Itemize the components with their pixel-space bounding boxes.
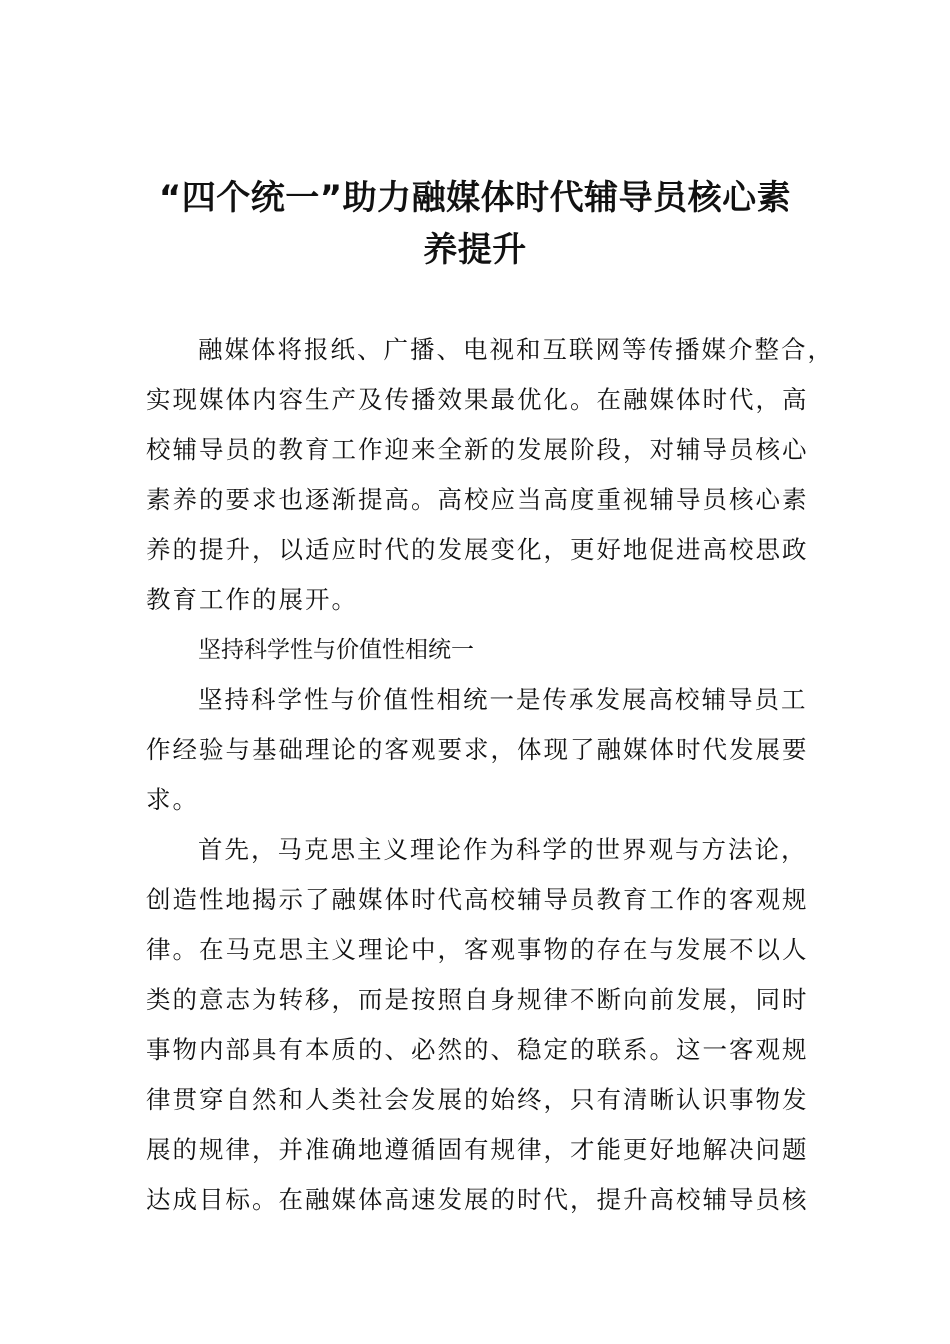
title-line: “四个统一”助力融媒体时代辅导员核心素 [158, 178, 792, 218]
paragraph-line: 展的规律，并准确地遵循固有规律，才能更好地解决问题 [146, 1135, 809, 1164]
paragraph-line: 作经验与基础理论的客观要求，体现了融媒体时代发展要 [146, 735, 809, 764]
paragraph-line: 律。在马克思主义理论中，客观事物的存在与发展不以人 [146, 935, 809, 964]
section-heading: 坚持科学性与价值性相统一 [198, 637, 474, 663]
paragraph-line: 校辅导员的教育工作迎来全新的发展阶段，对辅导员核心 [146, 435, 809, 464]
paragraph-line: 律贯穿自然和人类社会发展的始终，只有清晰认识事物发 [146, 1085, 809, 1114]
paragraph-line: 养的提升，以适应时代的发展变化，更好地促进高校思政 [146, 535, 809, 564]
paragraph-line: 坚持科学性与价值性相统一是传承发展高校辅导员工 [198, 685, 808, 714]
paragraph-line: 融媒体将报纸、广播、电视和互联网等传播媒介整合， [198, 335, 834, 364]
paragraph-line: 求。 [146, 785, 199, 814]
document-body [146, 325, 834, 1225]
paragraph-line: 素养的要求也逐渐提高。高校应当高度重视辅导员核心素 [146, 485, 809, 514]
paragraph-line: 创造性地揭示了融媒体时代高校辅导员教育工作的客观规 [146, 885, 809, 914]
document-title [120, 172, 830, 276]
paragraph-line: 教育工作的展开。 [146, 585, 358, 614]
paragraph-line: 类的意志为转移，而是按照自身规律不断向前发展，同时 [146, 985, 809, 1014]
paragraph-line: 实现媒体内容生产及传播效果最优化。在融媒体时代，高 [146, 385, 809, 414]
paragraph-line: 事物内部具有本质的、必然的、稳定的联系。这一客观规 [146, 1035, 809, 1064]
paragraph-line: 首先，马克思主义理论作为科学的世界观与方法论， [198, 835, 808, 864]
paragraph-line: 达成目标。在融媒体高速发展的时代，提升高校辅导员核 [146, 1185, 809, 1214]
title-line: 养提升 [423, 230, 527, 270]
